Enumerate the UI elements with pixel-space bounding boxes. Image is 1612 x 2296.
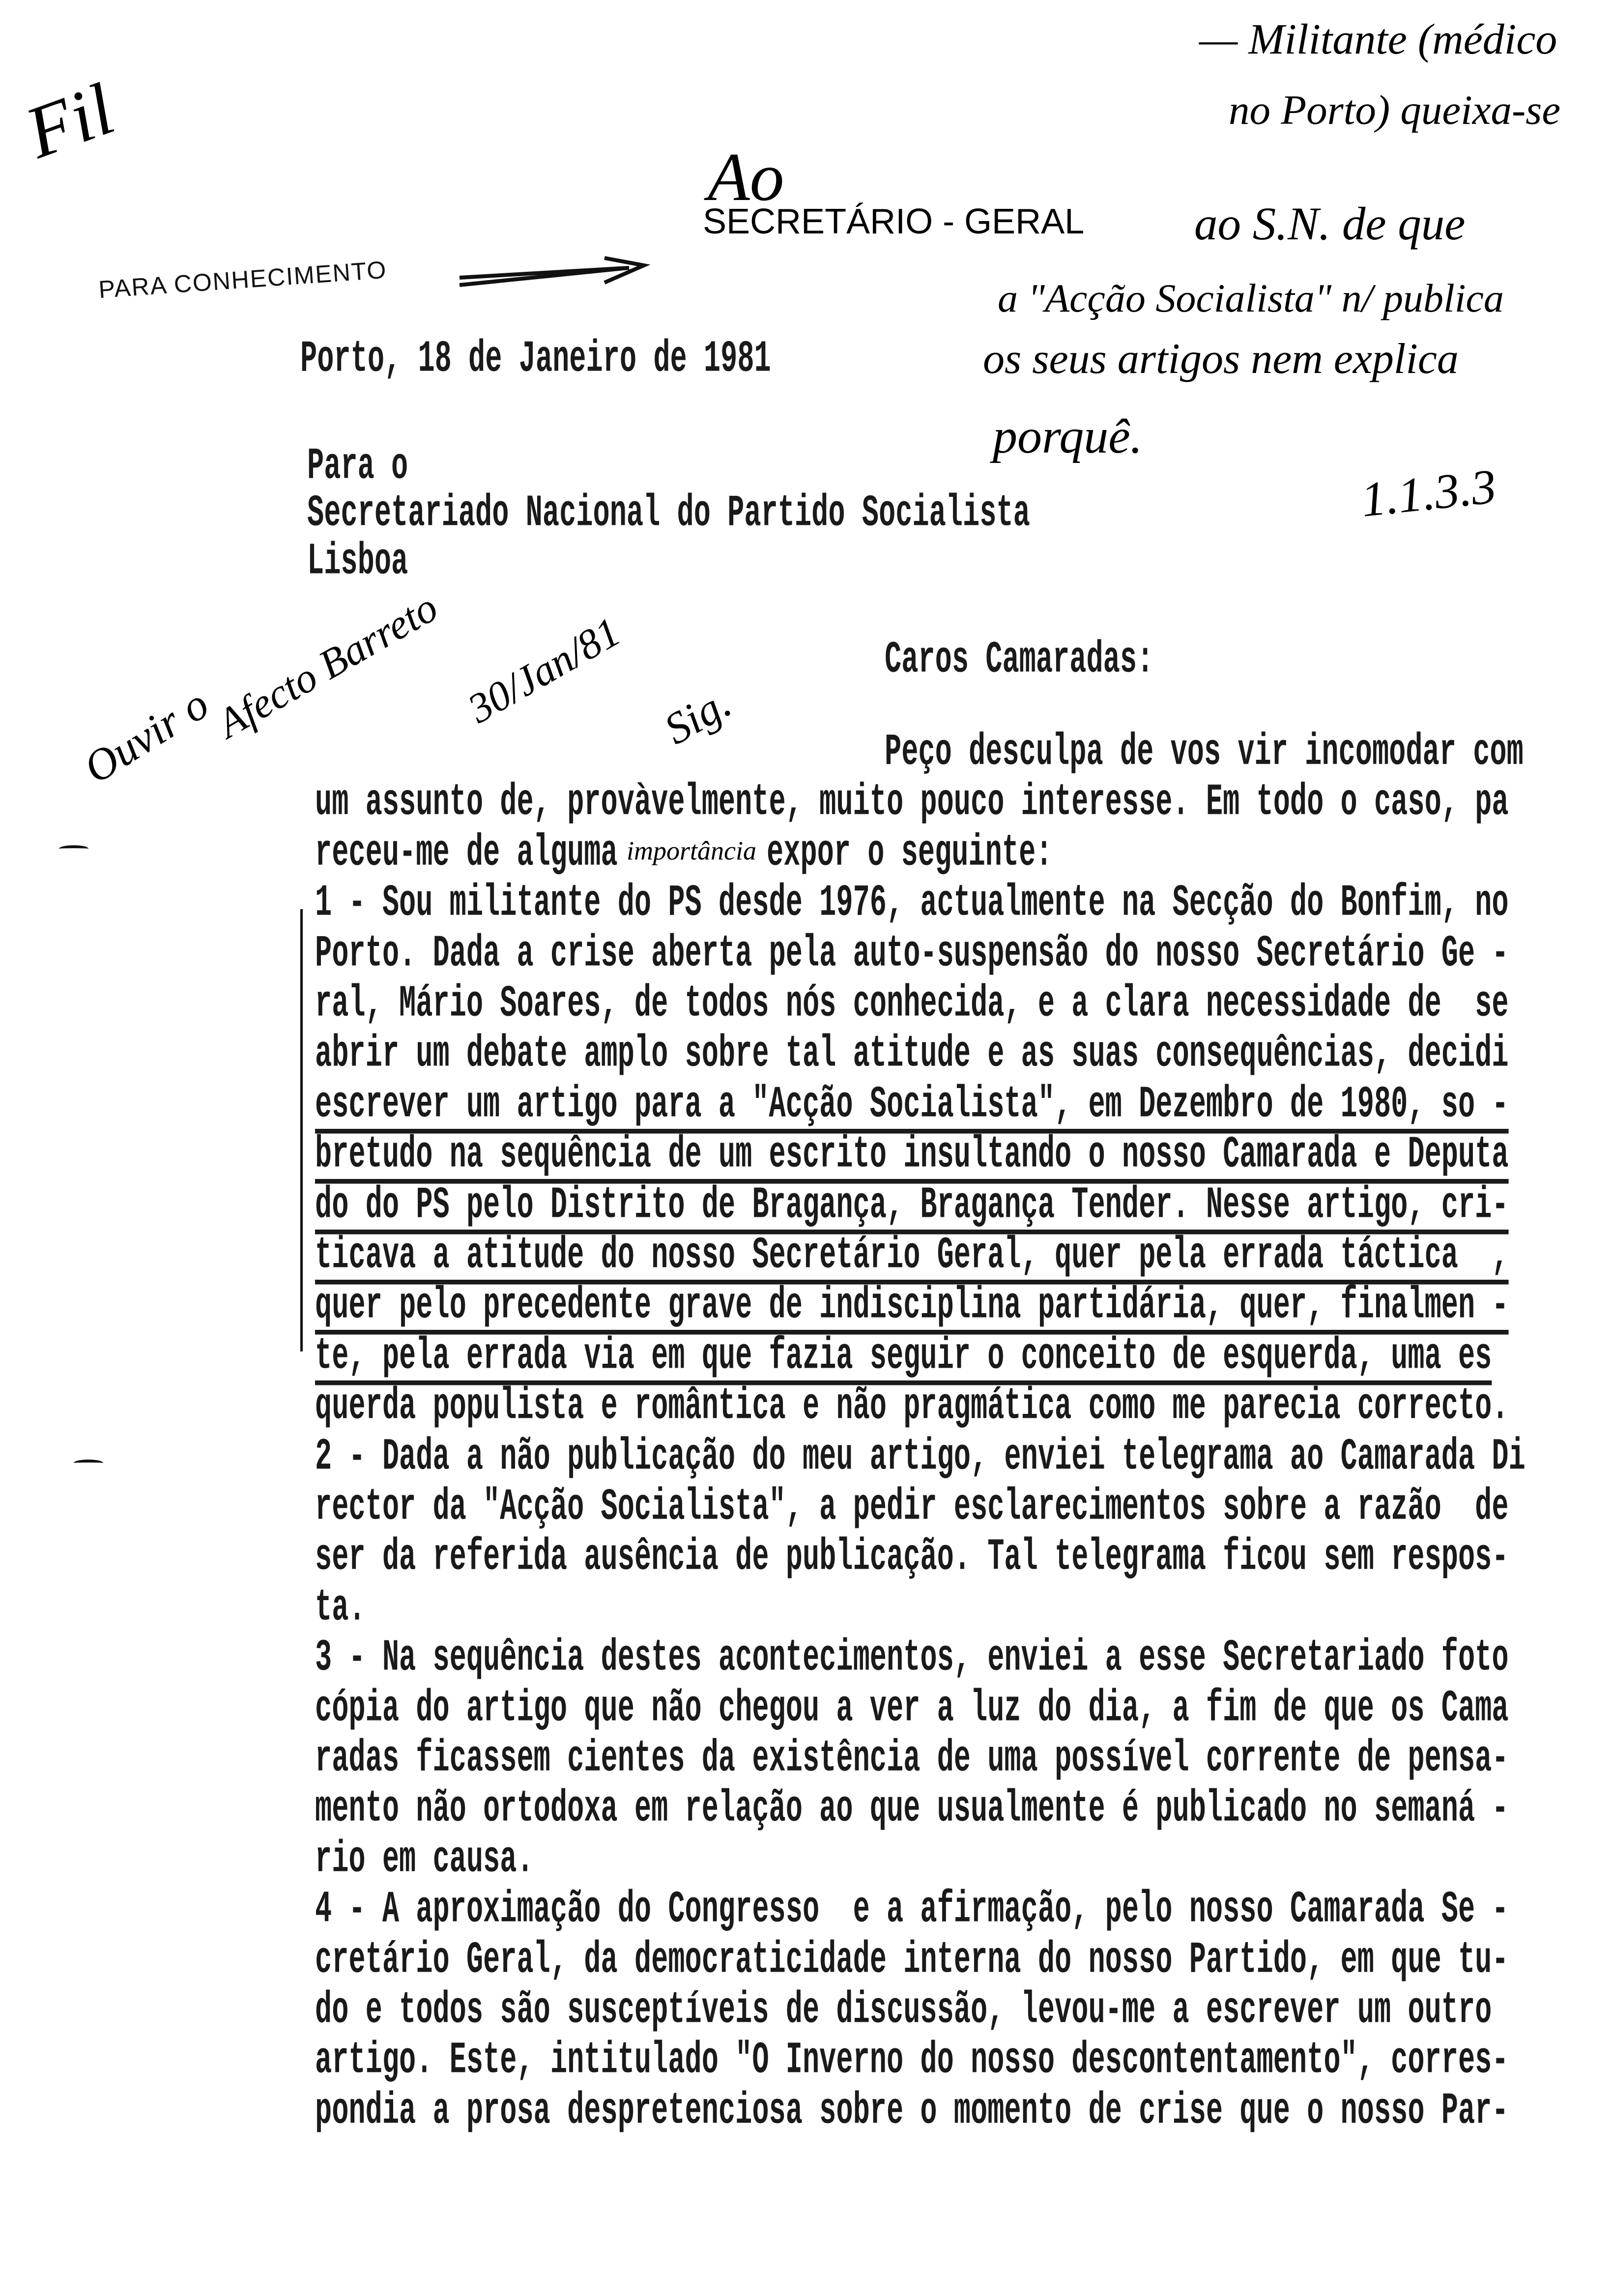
body-line: 2 - Dada a não publicação do meu artigo, enviei telegrama ao Camarada Di: [315, 1432, 1526, 1483]
corner-handwritten-mark: Fil: [15, 68, 124, 174]
body-line-3-start: receu-me de alguma: [315, 828, 618, 879]
body-line: 3 - Na sequência destes acontecimentos, enviei a esse Secretariado foto: [315, 1633, 1509, 1684]
summary-note-line: — Militante (médico: [1199, 16, 1557, 63]
body-line: te, pela errada via em que fazia seguir o conceito de esquerda, uma es: [315, 1331, 1492, 1382]
date-line: Porto, 18 de Janeiro de 1981: [300, 334, 771, 385]
summary-note-line: no Porto) queixa-se: [1229, 87, 1561, 133]
file-code: 1.1.3.3: [1358, 459, 1499, 527]
signature: Sig.: [656, 678, 739, 754]
body-line: Peço desculpa de vos vir incomodar com: [885, 727, 1524, 778]
body-line: artigo. Este, intitulado "O Inverno do nosso descontentamento", corres-: [315, 2036, 1509, 2087]
recipient-line-3: Lisboa: [307, 537, 408, 588]
margin-note-line-1: Ouvir o: [75, 679, 217, 793]
addressee-title-handwritten: SECRETÁRIO - GERAL: [703, 202, 1085, 241]
summary-note-line: porquê.: [993, 409, 1143, 463]
body-line: ta.: [315, 1583, 366, 1634]
body-line: radas ficassem cientes da existência de uma possível corrente de pensa-: [315, 1734, 1509, 1785]
body-line: rector da "Acção Socialista", a pedir esclarecimentos sobre a razão de: [315, 1482, 1509, 1533]
handwritten-insertion: importância: [627, 836, 756, 865]
margin-note-line-2: Afecto Barreto: [209, 584, 446, 747]
margin-vertical-line: [300, 909, 303, 1351]
body-line-3-end: expor o seguinte:: [767, 828, 1053, 879]
body-line: Porto. Dada a crise aberta pela auto-suspensão do nosso Secretário Ge -: [315, 929, 1509, 979]
arrow-icon: [457, 248, 654, 297]
summary-note-line: ao S.N. de que: [1194, 198, 1466, 250]
recipient-line-1: Para o: [307, 441, 408, 492]
body-line: escrever um artigo para a "Acção Socialista", em Dezembro de 1980, so -: [315, 1080, 1509, 1130]
summary-note-line: os seus artigos nem explica: [983, 335, 1459, 383]
body-line: ticava a atitude do nosso Secretário Geral, quer pela errada táctica ,: [315, 1231, 1509, 1282]
para-conhecimento-stamp: PARA CONHECIMENTO: [97, 256, 388, 304]
body-line: querda populista e romântica e não pragmática como me parecia correcto.: [315, 1381, 1509, 1433]
body-line: rio em causa.: [315, 1835, 534, 1885]
body-line: bretudo na sequência de um escrito insultando o nosso Camarada e Deputa: [315, 1130, 1509, 1181]
body-line: abrir um debate amplo sobre tal atitude e as suas consequências, decidi: [315, 1030, 1509, 1080]
punch-mark: [74, 1460, 103, 1466]
body-line: quer pelo precedente grave de indisciplina partidária, quer, finalmen -: [315, 1281, 1509, 1332]
body-line: do e todos são susceptíveis de discussão, levou-me a escrever um outro: [315, 1985, 1492, 2037]
body-line: ral, Mário Soares, de todos nós conhecida, e a clara necessidade de se: [315, 979, 1509, 1030]
punch-mark: [59, 845, 88, 852]
body-line: mento não ortodoxa em relação ao que usualmente é publicado no semaná -: [315, 1784, 1509, 1835]
addressee-handwritten: Ao: [708, 139, 784, 215]
body-line: ser da referida ausência de publicação. Tal telegrama ficou sem respos-: [315, 1533, 1509, 1583]
recipient-line-2: Secretariado Nacional do Partido Socialista: [307, 488, 1030, 540]
summary-note-line: a "Acção Socialista" n/ publica: [998, 276, 1504, 320]
body-line: cópia do artigo que não chegou a ver a luz do dia, a fim de que os Cama: [315, 1684, 1509, 1734]
margin-note-date: 30/Jan/81: [460, 608, 628, 732]
body-line: 1 - Sou militante do PS desde 1976, actualmente na Secção do Bonfim, no: [315, 878, 1509, 929]
body-line: 4 - A aproximação do Congresso e a afirmação, pelo nosso Camarada Se -: [315, 1885, 1509, 1936]
body-line: pondia a prosa despretenciosa sobre o momento de crise que o nosso Par-: [315, 2086, 1509, 2137]
body-line: cretário Geral, da democraticidade interna do nosso Partido, em que tu-: [315, 1935, 1509, 1986]
body-line: do do PS pelo Distrito de Bragança, Bragança Tender. Nesse artigo, cri-: [315, 1180, 1509, 1231]
body-line: um assunto de, provàvelmente, muito pouco interesse. Em todo o caso, pa: [315, 778, 1509, 829]
salutation: Caros Camaradas:: [885, 635, 1154, 686]
